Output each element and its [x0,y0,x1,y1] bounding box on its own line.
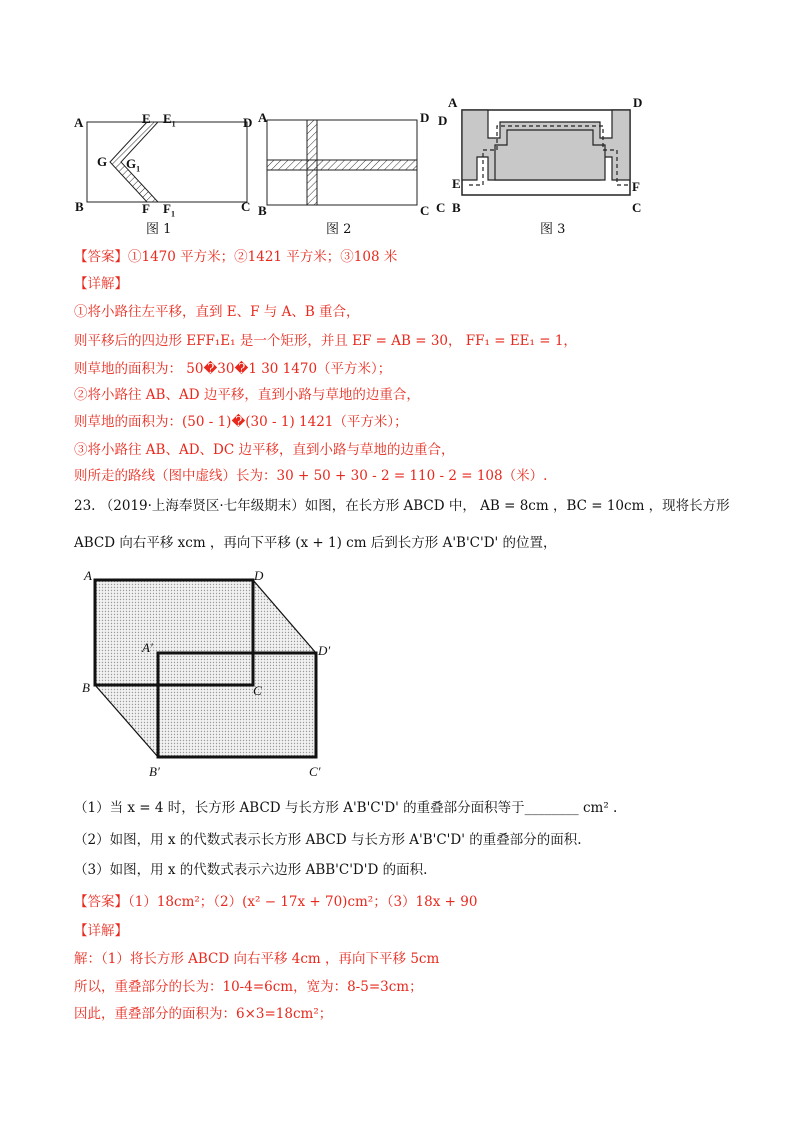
detail-23-tag: 【详解】 [74,923,128,939]
question-23-line-2: ABCD 向右平移 xcm ，再向下平移 (x + 1) cm 后到长方形 A'B'C'D' 的位置， [74,535,557,551]
detail-23-line-3: 因此，重叠部分的面积为：6×3=18cm²； [74,1006,333,1022]
detail-23-line-1: 解：（1）将长方形 ABCD 向右平移 4cm ，再向下平移 5cm [74,951,440,967]
fig3-caption: 图 3 [540,222,566,237]
answer-text: ①1470 平方米；②1421 平方米；③108 米 [128,249,398,265]
fig1-point-G: G [97,154,108,169]
fig1-point-B: B [75,199,84,214]
question-23-sub-2: （2）如图，用 x 的代数式表示长方形 ABCD 与长方形 A'B'C'D' 的重叠部分的面积. [74,832,582,848]
fig1-point-E1: $E_1$ [163,111,176,129]
detail-23-line-2: 所以，重叠部分的长为：10-4=6cm，宽为：8-5=3cm； [74,979,423,995]
fig23-point-C-prime: C′ [309,764,321,779]
fig23-point-B: B [82,680,90,695]
question-23-line-1: 23. （2019·上海奉贤区·七年级期末）如图，在长方形 ABCD 中， AB = 8cm ，BC = 10cm ，现将长方形 [74,498,730,514]
fig3-point-A: A [448,95,458,110]
fig3-point-D-left: D [438,113,448,128]
fig1-caption: 图 1 [146,222,172,237]
detail-22-line-5: 则草地的面积为：(50 - 1)�(30 - 1) 1421（平方米）； [74,414,408,430]
fig23-point-D: D [254,568,264,583]
fig3-point-B: B [452,200,461,215]
detail-22-line-3: 则草地的面积为： 50�30�1 30 1470（平方米）； [74,361,392,377]
question-23-sub-1: （1）当 x = 4 时，长方形 ABCD 与长方形 A'B'C'D' 的重叠部分面积等于________ cm² . [74,800,618,816]
answer-text: （1）18cm²；（2）(x² − 17x + 70)cm²；（3）18x + 90 [128,894,478,910]
fig23-point-B-prime: B′ [149,764,160,779]
detail-22-line-7: 则所走的路线（图中虚线）长为：30 + 50 + 30 - 2 = 110 - 2 = 108（米）. [74,468,548,484]
fig2-point-D: D [420,110,430,125]
detail-22-line-6: ③将小路往 AB、AD、DC 边平移，直到小路与草地的边重合， [74,442,455,458]
answer-23 [74,892,477,912]
detail-22-tag: 【详解】 [74,276,128,292]
fig2-point-A: A [258,110,268,125]
fig1-point-G1: $G_1$ [126,156,141,174]
fig3-point-E: E [452,176,461,191]
fig3-point-C-left: C [436,200,446,215]
question-23-sub-3: （3）如图，用 x 的代数式表示六边形 ABB'C'D'D 的面积. [74,862,428,878]
fig1-point-E: E [142,111,151,126]
figure-3 [455,95,645,205]
detail-22-line-4: ②将小路往 AB、AD 边平移，直到小路与草地的边重合， [74,387,420,403]
fig23-point-D-prime: D′ [318,643,331,658]
answer-tag: 【答案】 [74,249,128,265]
fig3-point-C-right: C [632,200,642,215]
fig23-point-A-prime: A′ [142,640,153,655]
fig1-point-F1: $F_1$ [163,201,175,219]
fig3-point-F: F [632,179,640,194]
answer-tag: 【答案】 [74,894,128,910]
fig23-point-A: A [84,568,92,583]
detail-22-line-1: ①将小路往左平移，直到 E、F 与 A、B 重合， [74,304,360,320]
detail-22-line-2: 则平移后的四边形 EFF₁E₁ 是一个矩形，并且 EF = AB = 30， FF₁ = EE₁ = 1， [74,333,577,349]
fig1-point-D: D [243,115,253,130]
answer-22 [74,247,397,267]
fig1-point-C: C [241,199,251,214]
fig3-point-D-top: D [633,95,643,110]
fig2-caption: 图 2 [326,222,352,237]
fig23-point-C: C [253,683,262,698]
fig1-point-A: A [74,115,84,130]
figure-2 [262,108,422,208]
fig2-point-B: B [258,203,267,218]
fig1-point-F: F [142,201,150,216]
fig2-point-C: C [420,203,430,218]
figure-23 [80,565,350,795]
